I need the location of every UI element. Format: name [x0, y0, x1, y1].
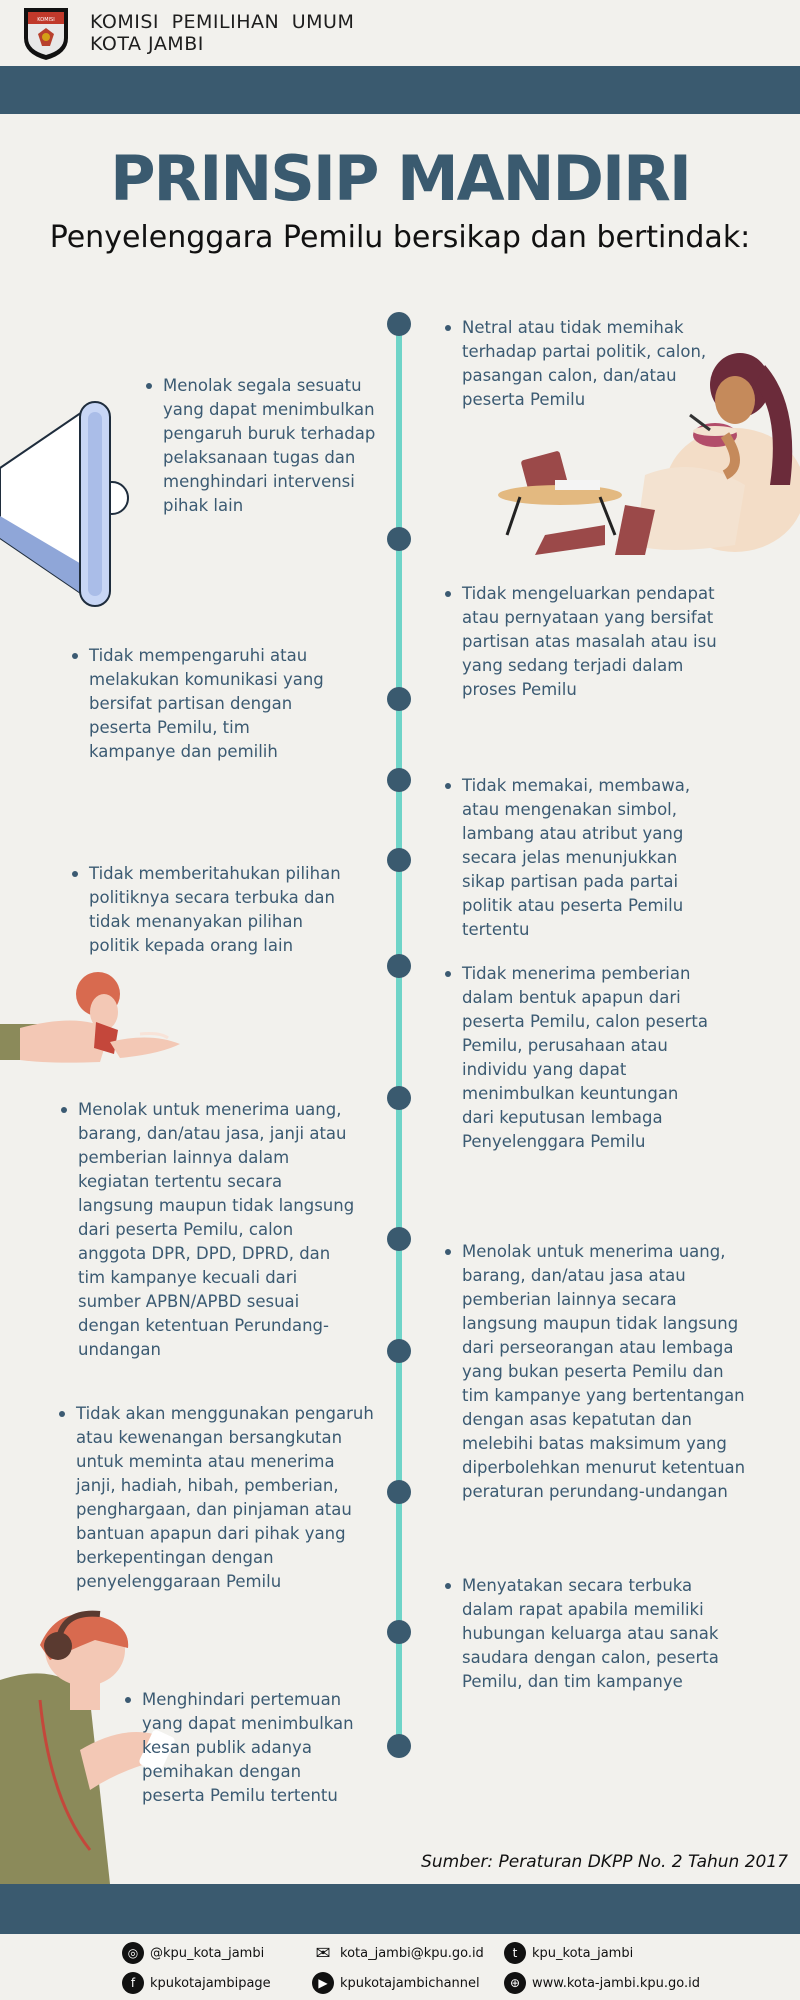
timeline-dot — [387, 848, 411, 872]
source-citation: Sumber: Peraturan DKPP No. 2 Tahun 2017 — [421, 1852, 788, 1872]
footer-email[interactable] — [312, 1942, 484, 1964]
email-icon: ✉ — [315, 1942, 331, 1964]
footer-instagram[interactable] — [122, 1942, 264, 1964]
megaphone-illustration — [0, 398, 140, 610]
person-lying-illustration — [0, 972, 190, 1072]
principle-text: Menolak untuk menerima uang, barang, dan/atau jasa, janji atau pemberian lainnya dalam kegiatan tertentu secara langsung maupun tidak langsung dari peserta Pemilu, calon anggota DPR, DPD, DPRD, dan tim kampanye kecuali dari sumber APBN/APBD sesuai dengan ketentuan Perundang-undangan — [78, 1098, 358, 1362]
kpu-logo-icon — [20, 4, 72, 62]
page-title: PRINSIP MANDIRI — [110, 142, 690, 215]
timeline-dot — [387, 1480, 411, 1504]
list-item — [462, 962, 712, 1154]
footer-facebook[interactable] — [122, 1972, 271, 1994]
youtube-icon: ▶ — [312, 1972, 334, 1994]
principle-text: Menghindari pertemuan yang dapat menimbulkan kesan publik adanya pemihakan dengan peserta Pemilu tertentu — [142, 1688, 367, 1808]
timeline-dot — [387, 1620, 411, 1644]
footer-youtube[interactable] — [312, 1972, 480, 1994]
top-band — [0, 66, 800, 114]
footer-website[interactable] — [504, 1972, 700, 1994]
bottom-band — [0, 1884, 800, 1934]
principle-text: Menolak untuk menerima uang, barang, dan/atau jasa atau pemberian lainnya secara langsung maupun tidak langsung dari perseorangan atau lembaga yang bukan peserta Pemilu dan tim kampanye yang bertentangan dengan asas kepatutan dan melebihi batas maksimum yang diperbolehkan menurut ketentuan peraturan perundang-undangan — [462, 1240, 752, 1504]
principle-text: Tidak memberitahukan pilihan politiknya secara terbuka dan tidak menanyakan pilihan politik kepada orang lain — [89, 862, 354, 958]
list-item — [78, 1098, 358, 1362]
principle-text: Menyatakan secara terbuka dalam rapat apabila memiliki hubungan keluarga atau sanak saudara dengan calon, peserta Pemilu, dan tim kampanye — [462, 1574, 727, 1694]
org-line-1: KOMISI PEMILIHAN UMUM — [90, 11, 355, 33]
timeline-dot — [387, 1227, 411, 1251]
list-item — [462, 774, 712, 942]
list-item — [89, 644, 339, 764]
page-subtitle: Penyelenggara Pemilu bersikap dan bertindak: — [49, 220, 751, 255]
principle-text: Tidak menerima pemberian dalam bentuk apapun dari peserta Pemilu, calon peserta Pemilu, perusahaan atau individu yang dapat menimbulkan keuntungan dari keputusan lembaga Penyelenggara Pemilu — [462, 962, 712, 1154]
list-item — [462, 582, 727, 702]
list-item — [89, 862, 354, 958]
timeline-dot — [387, 527, 411, 551]
timeline-dot — [387, 1734, 411, 1758]
timeline-dot — [387, 312, 411, 336]
website-url: www.kota-jambi.kpu.go.id — [532, 1975, 700, 1991]
facebook-icon: f — [122, 1972, 144, 1994]
list-item — [462, 316, 712, 412]
list-item — [142, 1688, 367, 1808]
facebook-page: kpukotajambipage — [150, 1975, 271, 1991]
youtube-channel: kpukotajambichannel — [340, 1975, 480, 1991]
organization-name — [90, 11, 354, 55]
principle-text: Tidak mengeluarkan pendapat atau pernyataan yang bersifat partisan atas masalah atau isu yang sedang terjadi dalam proses Pemilu — [462, 582, 727, 702]
globe-icon: ⊕ — [504, 1972, 526, 1994]
principle-text: Tidak akan menggunakan pengaruh atau kewenangan bersangkutan untuk meminta atau menerima janji, hadiah, hibah, pemberian, penghargaan, dan pinjaman atau bantuan apapun dari pihak yang berkepentingan dengan penyelenggaraan Pemilu — [76, 1402, 376, 1594]
org-line-2: KOTA JAMBI — [90, 33, 204, 55]
footer — [0, 1934, 800, 2000]
principle-text: Menolak segala sesuatu yang dapat menimbulkan pengaruh buruk terhadap pelaksanaan tugas dan menghindari intervensi pihak lain — [163, 374, 383, 518]
twitter-handle: kpu_kota_jambi — [532, 1945, 634, 1961]
twitter-icon: t — [504, 1942, 526, 1964]
timeline-dot — [387, 954, 411, 978]
principle-text: Tidak mempengaruhi atau melakukan komunikasi yang bersifat partisan dengan peserta Pemilu, tim kampanye dan pemilih — [89, 644, 339, 764]
list-item — [163, 374, 383, 518]
timeline-dot — [387, 768, 411, 792]
instagram-icon: ◎ — [122, 1942, 144, 1964]
principle-text: Tidak memakai, membawa, atau mengenakan simbol, lambang atau atribut yang secara jelas menunjukkan sikap partisan pada partai politik atau peserta Pemilu tertentu — [462, 774, 712, 942]
svg-text:KOMISI: KOMISI — [37, 17, 55, 23]
list-item — [76, 1402, 376, 1594]
list-item — [462, 1574, 727, 1694]
email-address: kota_jambi@kpu.go.id — [340, 1945, 484, 1961]
timeline-dot — [387, 687, 411, 711]
instagram-handle: @kpu_kota_jambi — [150, 1945, 265, 1961]
header — [0, 0, 800, 66]
principle-text: Netral atau tidak memihak terhadap partai politik, calon, pasangan calon, dan/atau peserta Pemilu — [462, 316, 712, 412]
footer-twitter[interactable] — [504, 1942, 633, 1964]
list-item — [462, 1240, 752, 1504]
timeline-dot — [387, 1339, 411, 1363]
timeline-dot — [387, 1086, 411, 1110]
